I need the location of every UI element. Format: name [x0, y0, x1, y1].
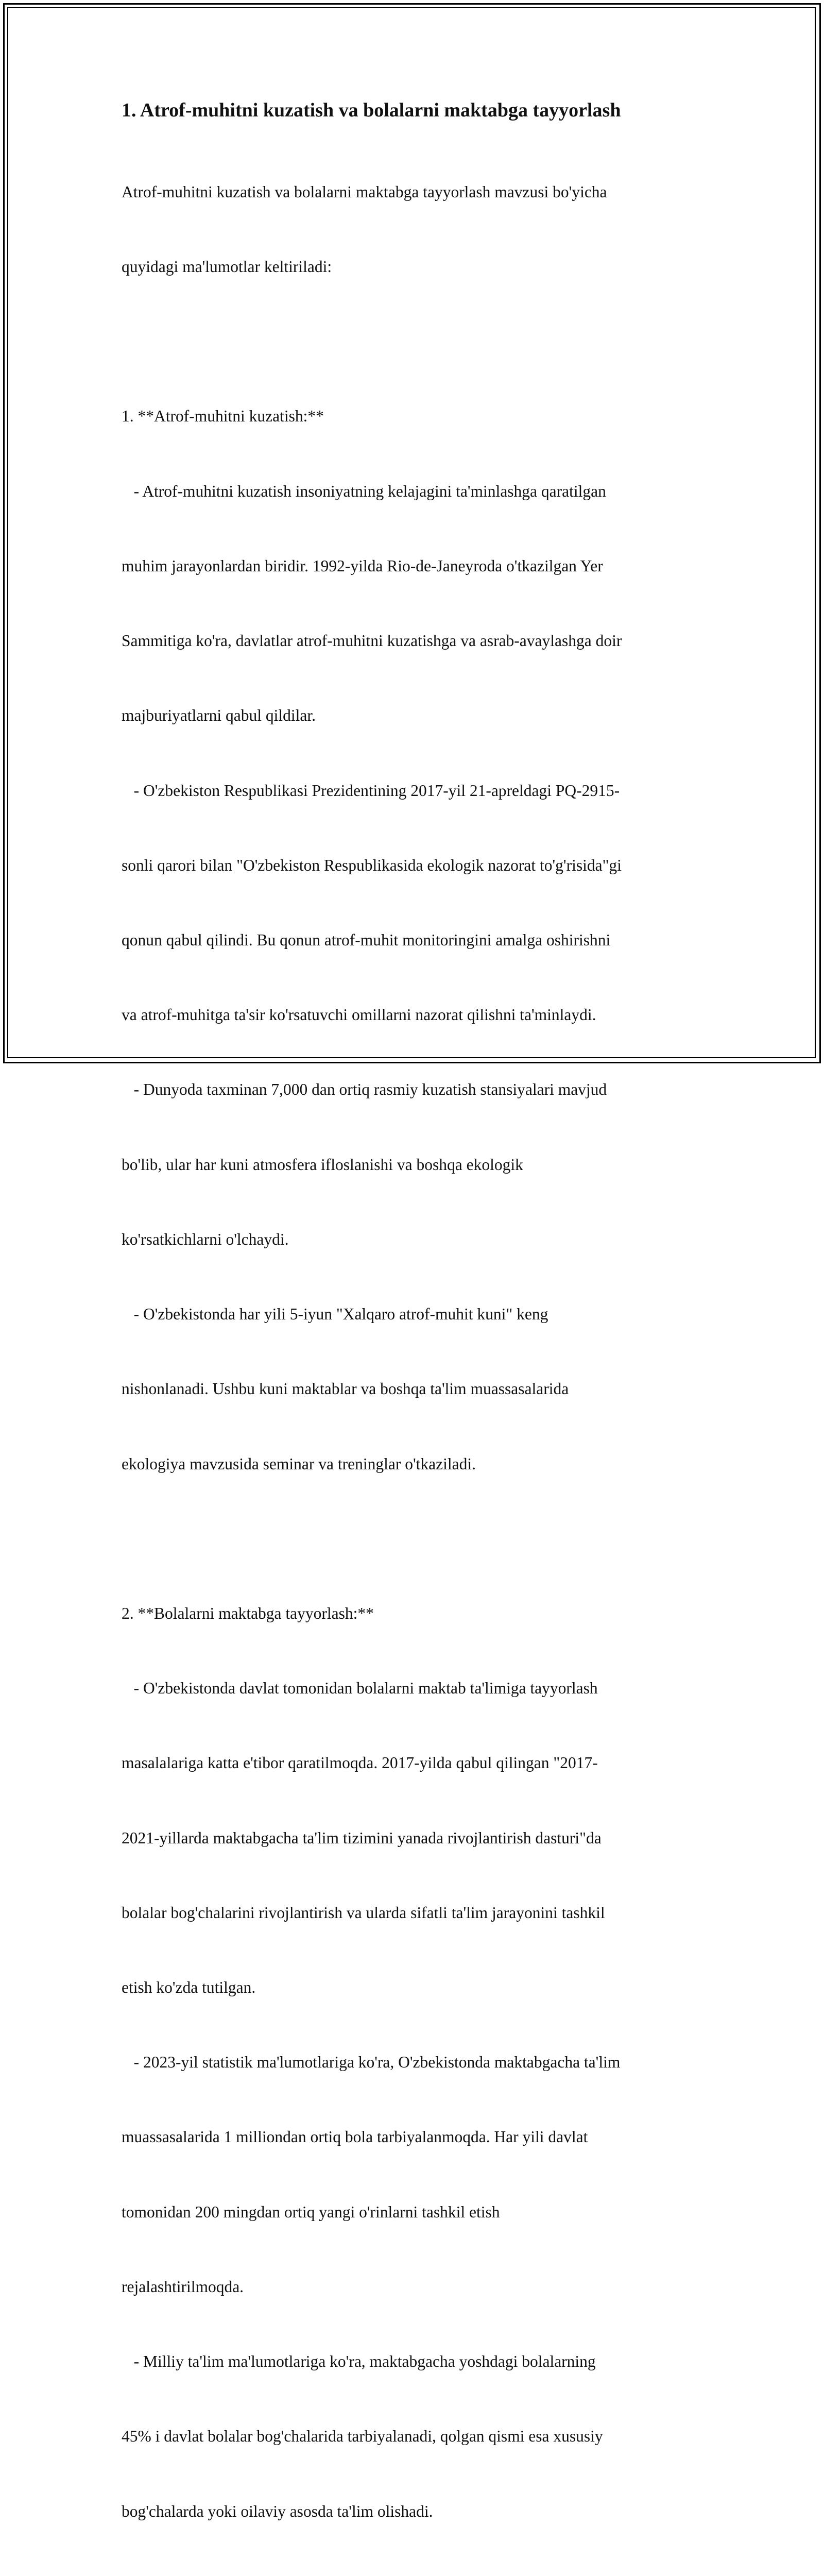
text-line [122, 2574, 714, 2576]
text-line: bolalar bog'chalarini rivojlantirish va ularda sifatli ta'lim jarayonini tashkil [122, 1903, 605, 1922]
text-line: va atrof-muhitga ta'sir ko'rsatuvchi omillarni nazorat qilishni ta'minlaydi. [122, 1006, 596, 1024]
text-line: - O'zbekistonda har yili 5-iyun "Xalqaro atrof-muhit kuni" keng [122, 1305, 548, 1324]
text-line: masalalariga katta e'tibor qaratilmoqda. 2017-yilda qabul qilingan "2017- [122, 1754, 598, 1772]
section-heading: 1. **Atrof-muhitni kuzatish:** [122, 407, 324, 426]
text-line: bo'lib, ular har kuni atmosfera ifloslanishi va boshqa ekologik [122, 1155, 523, 1174]
document-body [122, 97, 714, 2576]
text-line: tomonidan 200 mingdan ortiq yangi o'rinlarni tashkil etish [122, 2202, 500, 2221]
text-line: - O'zbekiston Respublikasi Prezidentining 2017-yil 21-apreldagi PQ-2915- [122, 781, 620, 800]
text-line: - Milliy ta'lim ma'lumotlariga ko'ra, maktabgacha yoshdagi bolalarning [122, 2352, 596, 2371]
section-heading: 2. **Bolalarni maktabga tayyorlash:** [122, 1604, 374, 1622]
text-line: muassasalarida 1 milliondan ortiq bola tarbiyalanmoqda. Har yili davlat [122, 2128, 588, 2146]
text-line: - 2023-yil statistik ma'lumotlariga ko'ra, O'zbekistonda maktabgacha ta'lim [122, 2053, 621, 2072]
text-line: - Atrof-muhitni kuzatish insoniyatning kelajagini ta'minlashga qaratilgan [122, 482, 606, 500]
text-line: - Dunyoda taxminan 7,000 dan ortiq rasmiy kuzatish stansiyalari mavjud [122, 1080, 607, 1099]
text-line: majburiyatlarni qabul qildilar. [122, 706, 316, 725]
text-line: muhim jarayonlardan biridir. 1992-yilda Rio-de-Janeyroda o'tkazilgan Yer [122, 556, 603, 575]
text-line: rejalashtirilmoqda. [122, 2277, 244, 2296]
page-title: 1. Atrof-muhitni kuzatish va bolalarni maktabga tayyorlash [122, 99, 621, 121]
text-line: ekologiya mavzusida seminar va treninglar o'tkaziladi. [122, 1454, 476, 1473]
text-line: - O'zbekistonda davlat tomonidan bolalarni maktab ta'limiga tayyorlash [122, 1679, 598, 1698]
text-line: quyidagi ma'lumotlar keltiriladi: [122, 258, 332, 276]
blank-line [122, 1527, 714, 1551]
text-line: sonli qarori bilan "O'zbekiston Respublikasida ekologik nazorat to'g'risida"gi [122, 856, 622, 874]
blank-line [122, 329, 714, 354]
text-line: ko'rsatkichlarni o'lchaydi. [122, 1230, 289, 1248]
text-line: nishonlanadi. Ushbu kuni maktablar va boshqa ta'lim muassasalarida [122, 1380, 569, 1398]
text-line: Sammitiga ko'ra, davlatlar atrof-muhitni kuzatishga va asrab-avaylashga doir [122, 632, 622, 650]
text-line: bog'chalarda yoki oilaviy asosda ta'lim olishadi. [122, 2502, 433, 2520]
text-line: Atrof-muhitni kuzatish va bolalarni maktabga tayyorlash mavzusi bo'yicha [122, 182, 607, 201]
text-line: 45% i davlat bolalar bog'chalarida tarbiyalanadi, qolgan qismi esa xususiy [122, 2427, 603, 2446]
text-line: 2021-yillarda maktabgacha ta'lim tizimini yanada rivojlantirish dasturi"da [122, 1828, 602, 1847]
text-line: qonun qabul qilindi. Bu qonun atrof-muhit monitoringini amalga oshirishni [122, 930, 611, 949]
document-text [122, 130, 714, 2576]
text-line: etish ko'zda tutilgan. [122, 1978, 256, 1997]
